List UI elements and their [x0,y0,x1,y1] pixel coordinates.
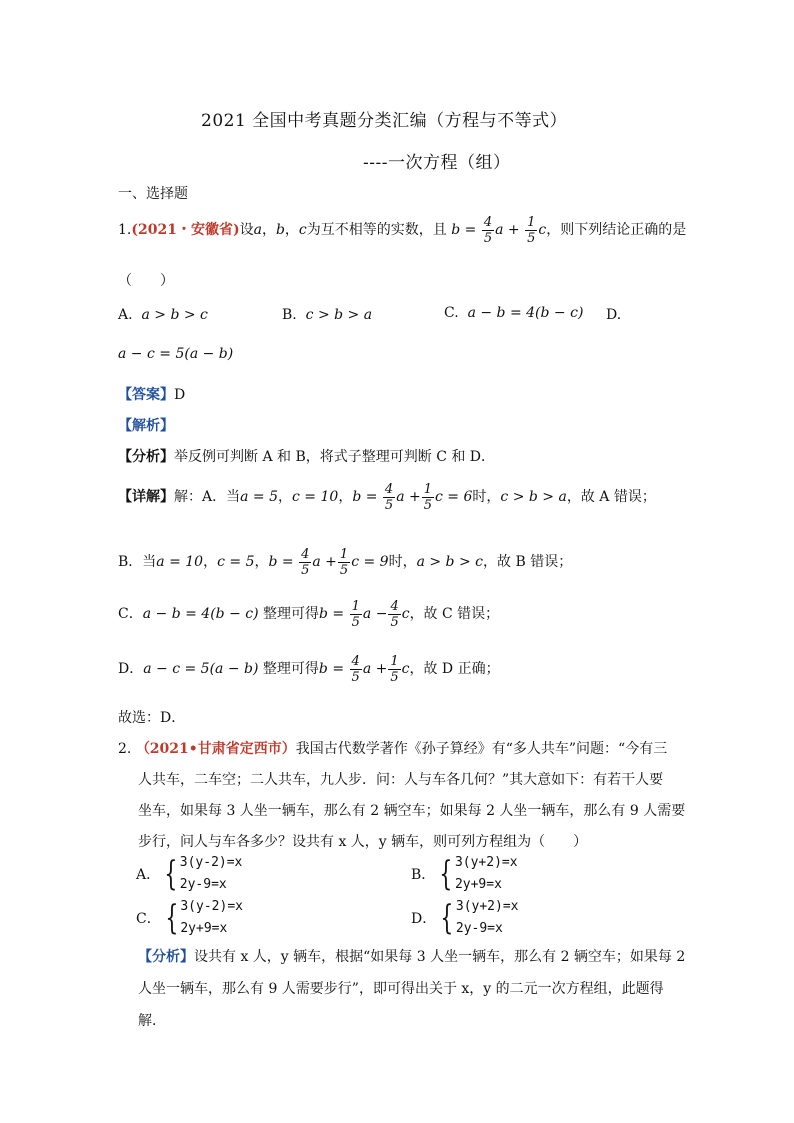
q1-option-a: A. a > b > c [118,307,208,323]
doc-title: 2021 全国中考真题分类汇编（方程与不等式） [201,111,568,131]
q1-fenxi: 【分析】举反例可判断 A 和 B，将式子整理可判断 C 和 D． [118,449,496,465]
q1-detail-c: C．a − b = 4(b − c) 整理可得b = $\frac{1}{5}$ a − $\frac{4}{5}$ c，故 C 错误； [118,598,500,630]
q2-option-a: A． { 3(y-2)=x 2y-9=x [136,854,243,894]
q2-line2: 人共车，二车空；二人共车，九人步．问：人与车各几何？”其大意如下：有若干人要 [138,772,664,788]
q2-line1: 2. （2021•甘肃省定西市）我国古代数学著作《孙子算经》有“多人共车”问题：“今有三 [118,741,668,757]
q1-stem: 1.(2021・安徽省)设a，b，c为互不相等的实数，且 b = $\frac{4}{5}$ a + $\frac{1}{5}$ c，则下列结论正确的是 [118,214,687,246]
q1-detail-b: B．当a = 10，c = 5，b = $\frac{4}{5}$ a + $\frac{1}{5}$ c = 9时，a > b > c，故 B 错误； [118,546,573,578]
q1-detail-d: D．a − c = 5(a − b) 整理可得b = $\frac{4}{5}$ a + $\frac{1}{5}$ c，故 D 正确； [118,653,500,685]
q1-detail-a: 【详解】解：A．当a = 5，c = 10，b = $\frac{4}{5}$ a + $\frac{1}{5}$ c = 6时，c > b > a，故 A 错误； [118,481,656,513]
q1-source: (2021・安徽省) [131,222,240,238]
fraction-1-5: $\frac{1}{5}$ [527,214,536,246]
q2-line3: 坐车，如果每 3 人坐一辆车，那么有 2 辆空车；如果每 2 人坐一辆车，那么有 9 人需要 [138,803,686,819]
q1-option-b: B. c > b > a [282,307,373,323]
q1-answer: 【答案】D [118,387,186,403]
q2-fenxi-line3: 解． [138,1013,166,1029]
q1-option-d: a − c = 5(a − b) [118,346,234,362]
fraction-4-5: $\frac{4}{5}$ [483,214,493,246]
q2-option-d: D． { 3(y+2)=x 2y-9=x [411,898,519,938]
q1-paren: （ ） [118,273,174,289]
q2-fenxi-line1: 【分析】设共有 x 人，y 辆车，根据“如果每 3 人坐一辆车，那么有 2 辆空车；如果每 2 [138,949,686,965]
q1-option-c: C. a − b = 4(b − c) [444,305,584,321]
q2-option-b: B． { 3(y+2)=x 2y+9=x [411,854,518,894]
q2-option-c: C． { 3(y-2)=x 2y+9=x [136,898,243,938]
doc-subtitle: ----一次方程（组） [363,153,511,173]
q2-fenxi-line2: 人坐一辆车，那么有 9 人需要步行”，即可得出关于 x，y 的二元一次方程组，此题得 [138,981,664,997]
q1-choice: 故选：D． [118,710,186,726]
q1-option-d-label: D. [606,307,622,323]
q1-number: 1. [118,222,132,238]
q1-analysis-label: 【解析】 [118,418,174,434]
q2-line4: 步行，问人与车各多少？设共有 x 人，y 辆车，则可列方程组为（ ） [138,834,588,850]
section-heading: 一、选择题 [118,186,188,202]
